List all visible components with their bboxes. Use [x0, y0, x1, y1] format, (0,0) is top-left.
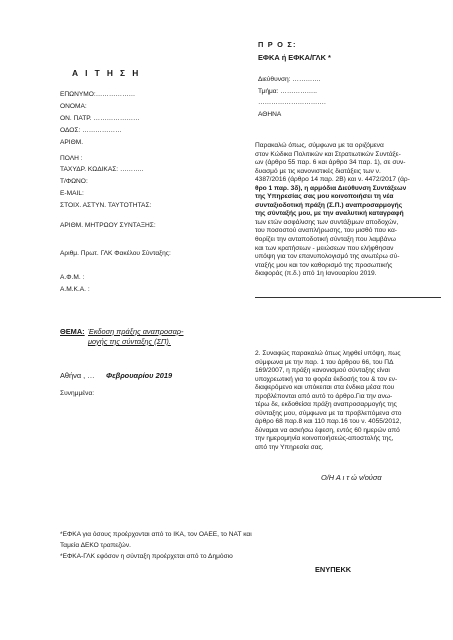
field-father-name: ΟΝ. ΠΑΤΡ. ………………… [60, 115, 140, 122]
paragraph-2-line: την ημερομηνία κοινοποιήσεώς-αποστολής της, [255, 435, 394, 443]
field-amka: Α.Μ.Κ.Α. : [60, 286, 90, 293]
attachments-label: Συνημμένα: [60, 390, 95, 397]
paragraph-1-line: Παρακαλώ όπως, σύμφωνα με τα οριζόμενα [255, 142, 384, 149]
date-prefix: Αθήνα , … [60, 371, 95, 380]
date-value: Φεβρουαρίου 2019 [106, 371, 173, 380]
paragraph-2-line: σύνταξης μου, σύμφωνα με τα προβλεπόμενα στο [255, 409, 402, 417]
paragraph-1-line: νταξής μου και τον καθορισμό της προσωπικής [255, 261, 393, 269]
paragraph-2-line: 169/2007, η πράξη κανονισμού σύνταξης είναι [255, 367, 390, 375]
footer-brand: ΕΝΥΠΕΚΚ [315, 565, 352, 574]
paragraph-2-line: προβλέπονται από αυτό το άρθρο.Για την ανω- [255, 392, 393, 400]
footnote-efka-cont: Ταμεία ΔΕΚΟ τραπεζών. [60, 542, 131, 549]
paragraph-1-line: ων (άρθρο 55 παρ. 6 και άρθρο 34 παρ. 1), σε συν- [255, 159, 406, 167]
paragraph-2-line: υποχρεωτική για το φορέα έκδοσής του & τον εν- [255, 375, 398, 383]
paragraph-1 [255, 142, 441, 279]
paragraph-1-line: στον Κώδικα Πολιτικών και Στρατιωτικών Συντάξε- [255, 150, 401, 158]
field-afm: Α.Φ.Μ. : [60, 274, 85, 281]
paragraph-1-line: συνταξιοδοτική πράξη (Σ.Π.) αναπροσαρμογής [255, 201, 403, 209]
paragraph-1-line: δυασμό με τις κανονιστικές διατάξεις των ν. [255, 167, 381, 175]
field-email: E-MAIL: [60, 190, 84, 197]
signature-label: Ο/Η Α ι τ ώ ν/ούσα [321, 473, 382, 482]
paragraph-2 [255, 350, 441, 453]
paragraph-2-line: από την Υπηρεσία σας. [255, 444, 324, 452]
paragraph-1-line: θρο 1 παρ. 3δ), η αρμόδια Διεύθυνση Συντάξεων [255, 184, 407, 192]
separator-line [255, 297, 441, 298]
field-number: ΑΡΙΘΜ. [60, 139, 84, 146]
paragraph-1-line: θορίζει την ανταποδοτική σύνταξη που λαμβάνω [255, 236, 396, 244]
field-name: ΟΝΟΜΑ: [60, 103, 87, 110]
paragraph-2-line: τέρω δε, εκδοθείσα πράξη αναπροσαρμογής της [255, 401, 397, 409]
document-title: Α Ι Τ Η Σ Η [72, 68, 141, 78]
directorate-field: Διεύθυνση: …………. [258, 76, 321, 83]
footnote-efka-glk: *ΕΦΚΑ-ΓΛΚ εφόσον η σύνταξη προέρχεται από το Δημόσιο [60, 553, 233, 560]
paragraph-2-line: δύναμαι να ασκήσω έφεση, εντός 60 ημερών από [255, 426, 400, 434]
footnote-efka: *ΕΦΚΑ για όσους προέρχονται από το ΙΚΑ, τον ΟΑΕΕ, το ΝΑΤ και [60, 531, 252, 538]
subject-label: ΘΕΜΑ: [60, 327, 85, 336]
recipient-name: ΕΦΚΑ ή ΕΦΚΑ/ΓΛΚ * [258, 53, 331, 62]
paragraph-1-line: υπόψη για τον επανυπολογισμό της ανωτέρω σύ- [255, 253, 400, 261]
field-street: ΟΔΟΣ: ……………… [60, 127, 122, 134]
subject-line-2: μογής της σύνταξης (ΣΠ). [88, 337, 171, 346]
dots-line: …………………………. [258, 99, 326, 106]
paragraph-1-line: 4387/2016 (άρθρο 14 παρ. 2Β) και ν. 4472/2017 (άρ- [255, 176, 410, 184]
field-id-card: ΣΤΟΙΧ. ΑΣΤΥΝ. ΤΑΥΤΟΤΗΤΑΣ: [60, 202, 152, 209]
paragraph-2-line: 2. Συναφώς παρακαλώ όπως ληφθεί υπόψη, πως [255, 350, 401, 357]
field-pension-registry: ΑΡΙΘΜ. ΜΗΤΡΩΟΥ ΣΥΝΤΑΞΗΣ: [60, 222, 156, 229]
subject-line-1: Έκδοση πράξης αναπροσαρ- [88, 327, 184, 336]
paragraph-2-line: διαφερόμενο και υπόκειται στα ένδικα μέσα που [255, 384, 395, 392]
paragraph-2-line: σύμφωνα με την παρ. 1 του άρθρου 66, του ΠΔ [255, 358, 394, 366]
field-surname: ΕΠΩΝΥΜΟ:……………… [60, 91, 136, 98]
paragraph-1-line: της σύνταξής μου, με την αναλυτική καταγραφή [255, 210, 404, 218]
department-field: Τμήμα: …………….. [258, 88, 317, 95]
paragraph-1-line: των ετών ασφάλισης των συντάξιμων αποδοχών, [255, 218, 399, 226]
field-city: ΠΟΛΗ : [60, 155, 83, 162]
paragraph-1-line: του ποσοστού αναπλήρωσης, του μισθό που κα- [255, 227, 397, 235]
recipient-label: Π Ρ Ο Σ: [258, 40, 297, 49]
paragraph-2-line: άρθρο 68 παρ.8 και 110 παρ.16 του ν. 4055/2012, [255, 418, 402, 426]
city-label: ΑΘΗΝΑ [258, 111, 282, 118]
field-phone: Τ/ΦΩΝΟ: [60, 178, 88, 185]
field-protocol-number: Αριθμ. Πρωτ. ΓΛΚ Φακέλου Σύνταξης: [60, 250, 171, 257]
paragraph-1-line: και των κρατήσεων - μειώσεων που ελήφθησαν [255, 244, 394, 252]
paragraph-1-line: διαφοράς (π.δ.) από 1η Ιανουαρίου 2019. [255, 270, 377, 278]
field-postal-code: ΤΑΧΥΔΡ. ΚΩΔΙΚΑΣ: ……….. [60, 166, 144, 173]
paragraph-1-line: της Υπηρεσίας σας μου κοινοποιήσει τη νέα [255, 193, 394, 201]
